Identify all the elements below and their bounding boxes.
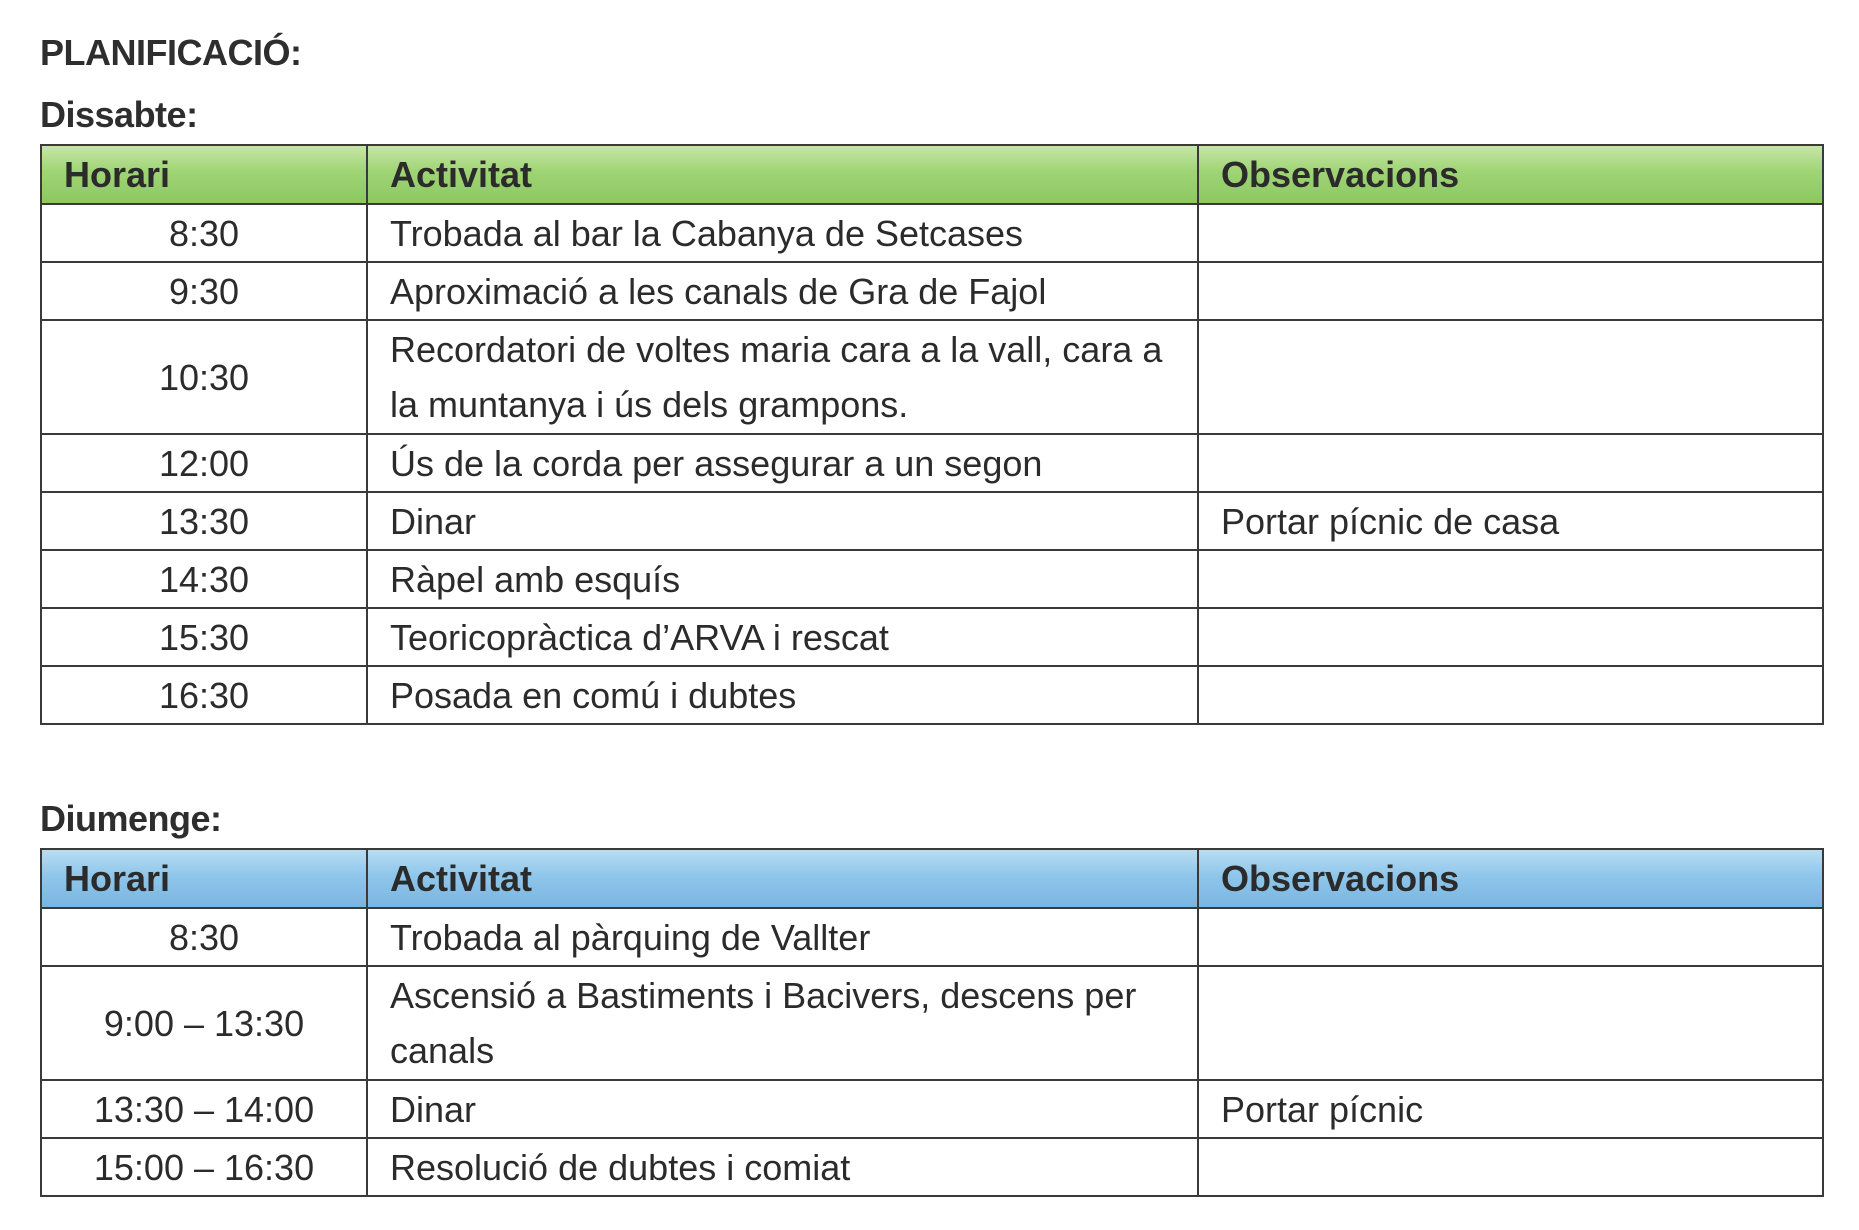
sunday-schedule-table: [40, 848, 1824, 1197]
activity-cell: Posada en comú i dubtes: [367, 666, 1198, 724]
time-cell: 9:00 – 13:30: [41, 966, 367, 1080]
time-cell: 14:30: [41, 550, 367, 608]
column-header-horari: Horari: [41, 145, 367, 204]
table-row: [41, 204, 1823, 262]
activity-cell: Trobada al pàrquing de Vallter: [367, 908, 1198, 966]
column-header-activitat: Activitat: [367, 145, 1198, 204]
notes-cell: [1198, 434, 1823, 492]
table-row: [41, 320, 1823, 434]
activity-cell: Teoricopràctica d’ARVA i rescat: [367, 608, 1198, 666]
activity-cell: Ús de la corda per assegurar a un segon: [367, 434, 1198, 492]
column-header-horari: Horari: [41, 849, 367, 908]
table-row: [41, 908, 1823, 966]
notes-cell: [1198, 966, 1823, 1080]
time-cell: 13:30 – 14:00: [41, 1080, 367, 1138]
notes-cell: [1198, 608, 1823, 666]
activity-cell: Aproximació a les canals de Gra de Fajol: [367, 262, 1198, 320]
table-row: [41, 550, 1823, 608]
activity-cell: Ascensió a Bastiments i Bacivers, descens per canals: [367, 966, 1198, 1080]
activity-cell: Trobada al bar la Cabanya de Setcases: [367, 204, 1198, 262]
time-cell: 8:30: [41, 908, 367, 966]
table-row: [41, 666, 1823, 724]
time-cell: 16:30: [41, 666, 367, 724]
table-row: [41, 1080, 1823, 1138]
time-cell: 12:00: [41, 434, 367, 492]
column-header-observacions: Observacions: [1198, 849, 1823, 908]
time-cell: 10:30: [41, 320, 367, 434]
notes-cell: [1198, 262, 1823, 320]
saturday-schedule-table: [40, 144, 1824, 725]
table-row: [41, 966, 1823, 1080]
table-header-row: [41, 849, 1823, 908]
table-row: [41, 608, 1823, 666]
notes-cell: Portar pícnic: [1198, 1080, 1823, 1138]
time-cell: 15:30: [41, 608, 367, 666]
table-header-row: [41, 145, 1823, 204]
sunday-heading: Diumenge:: [40, 798, 222, 839]
activity-cell: Recordatori de voltes maria cara a la vall, cara a la muntanya i ús dels grampons.: [367, 320, 1198, 434]
activity-cell: Dinar: [367, 1080, 1198, 1138]
table-row: [41, 262, 1823, 320]
activity-cell: Resolució de dubtes i comiat: [367, 1138, 1198, 1196]
notes-cell: [1198, 550, 1823, 608]
notes-cell: [1198, 320, 1823, 434]
time-cell: 9:30: [41, 262, 367, 320]
activity-cell: Ràpel amb esquís: [367, 550, 1198, 608]
notes-cell: [1198, 666, 1823, 724]
table-row: [41, 1138, 1823, 1196]
time-cell: 15:00 – 16:30: [41, 1138, 367, 1196]
time-cell: 13:30: [41, 492, 367, 550]
column-header-activitat: Activitat: [367, 849, 1198, 908]
notes-cell: [1198, 1138, 1823, 1196]
time-cell: 8:30: [41, 204, 367, 262]
notes-cell: [1198, 908, 1823, 966]
column-header-observacions: Observacions: [1198, 145, 1823, 204]
saturday-heading: Dissabte:: [40, 94, 198, 135]
notes-cell: Portar pícnic de casa: [1198, 492, 1823, 550]
table-row: [41, 492, 1823, 550]
document-title: PLANIFICACIÓ:: [40, 32, 302, 73]
activity-cell: Dinar: [367, 492, 1198, 550]
notes-cell: [1198, 204, 1823, 262]
table-row: [41, 434, 1823, 492]
